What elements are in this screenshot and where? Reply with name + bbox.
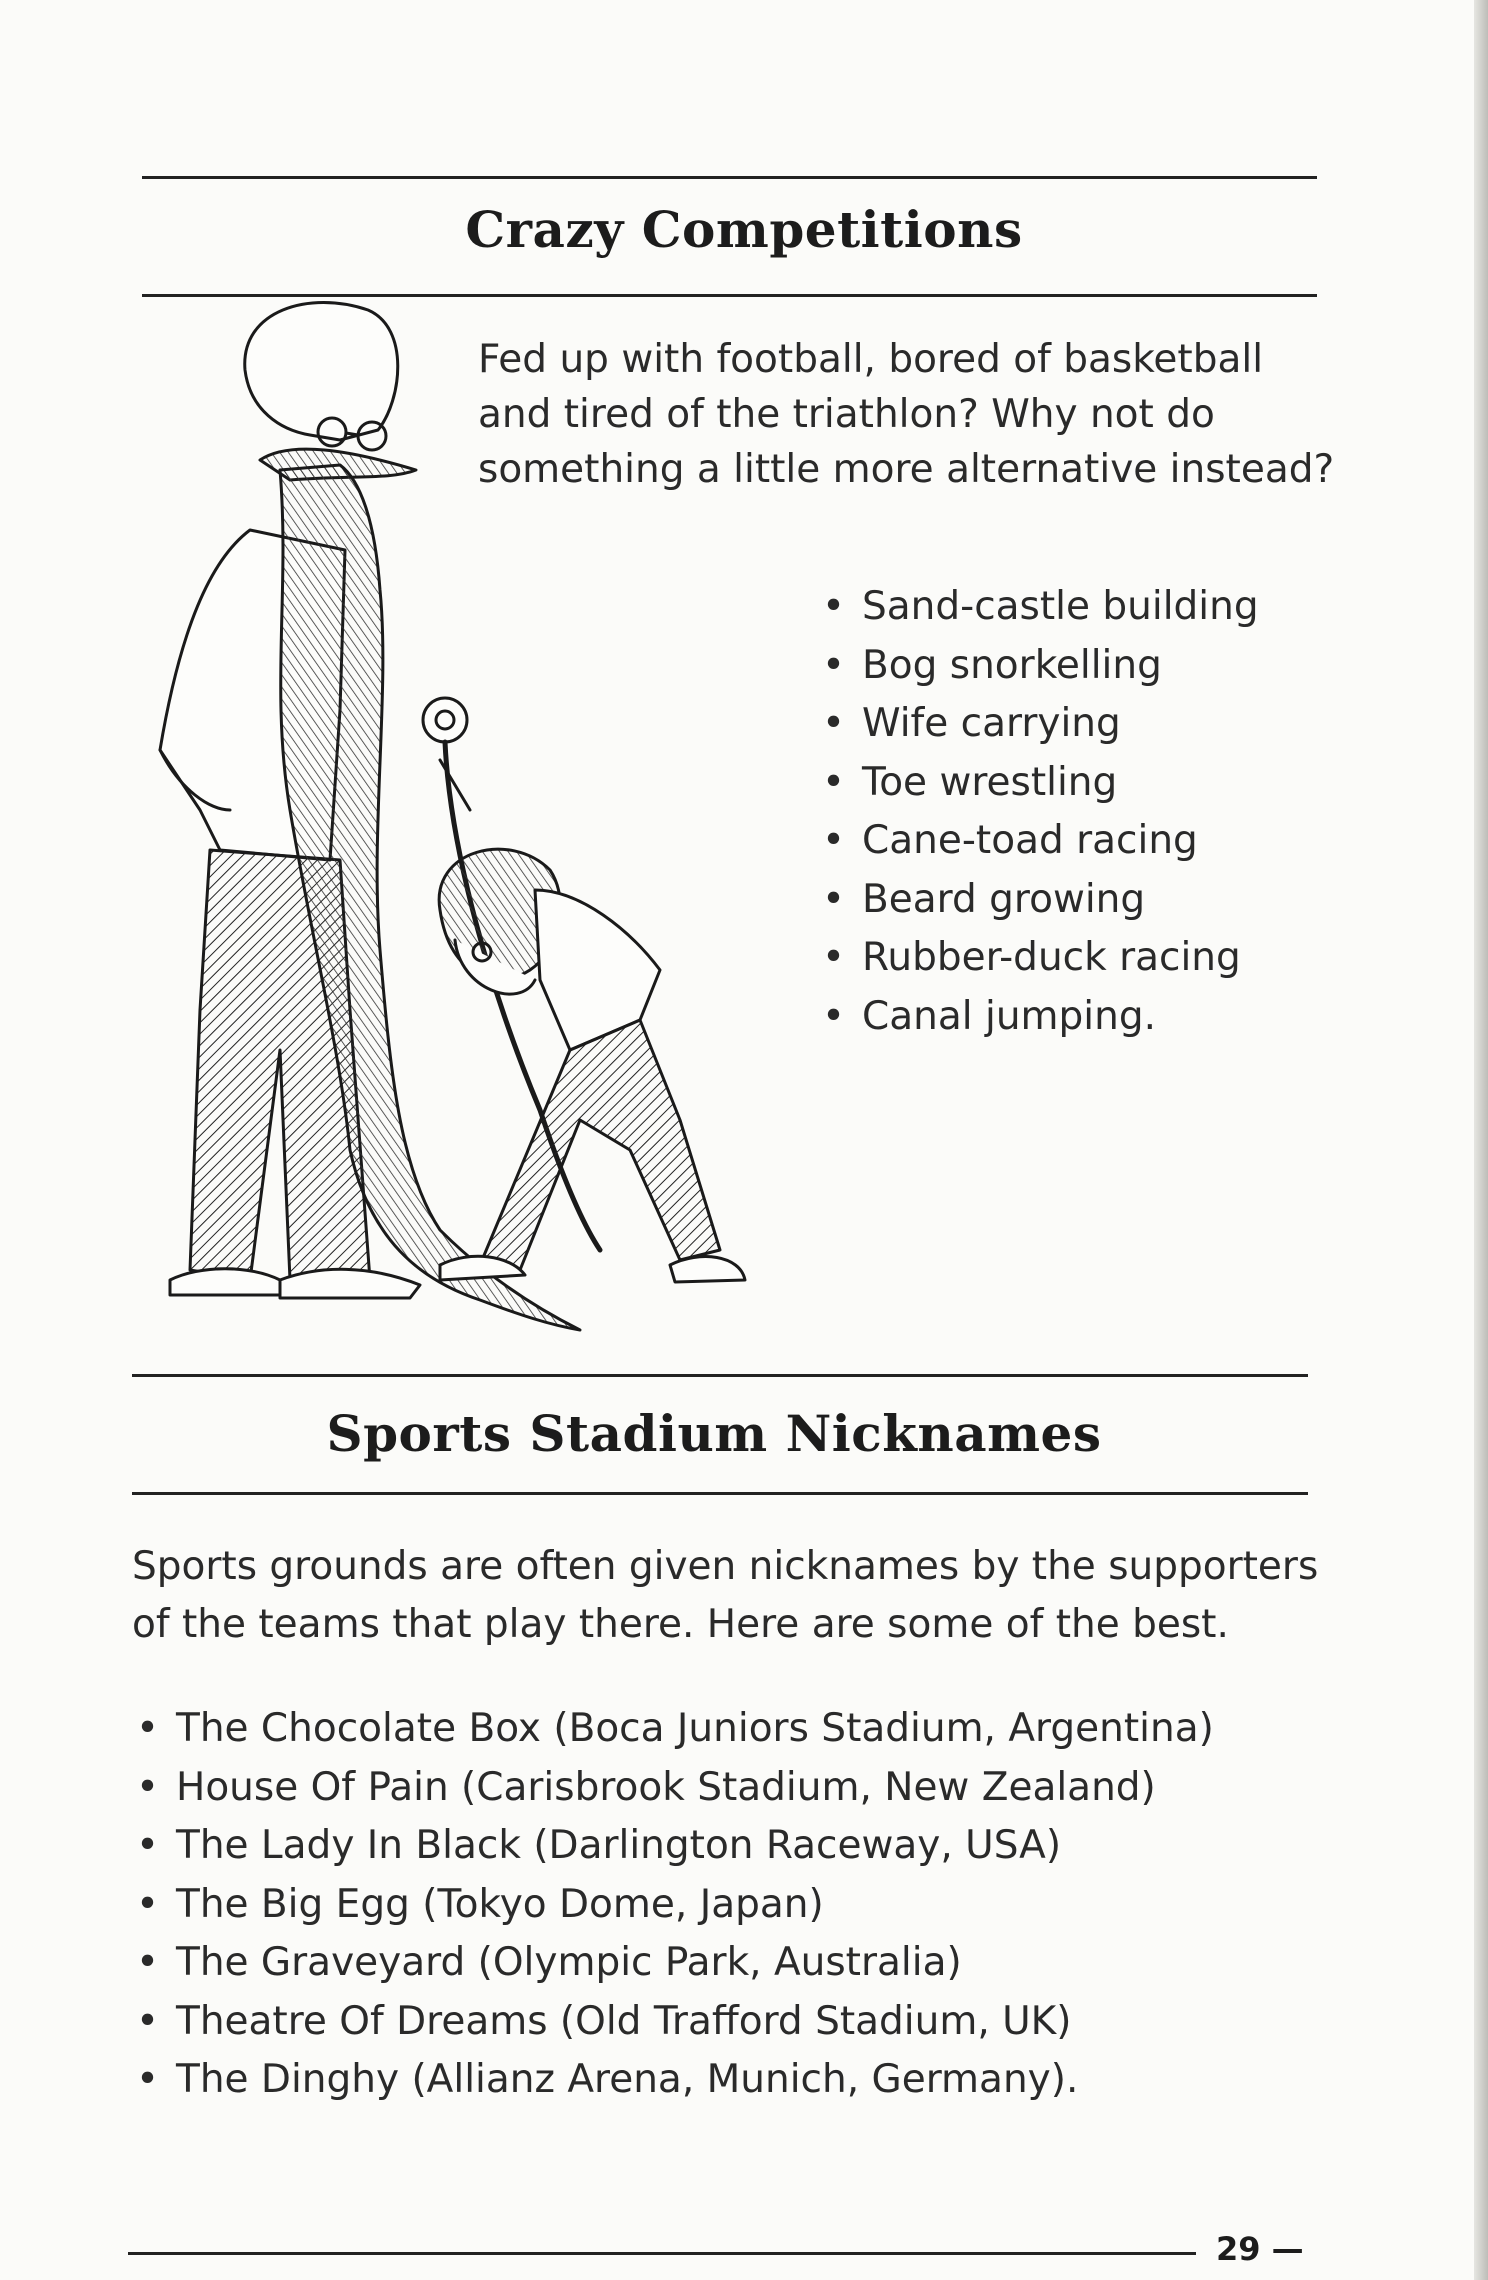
list-item: • Theatre Of Dreams (Old Trafford Stadium, UK) — [132, 1993, 1214, 2052]
list-item: • Canal jumping. — [818, 988, 1259, 1047]
section1-heading: Crazy Competitions — [465, 200, 1023, 259]
list-item: • Rubber-duck racing — [818, 929, 1259, 988]
page-edge-shadow — [1474, 0, 1488, 2280]
competitions-list — [818, 578, 1259, 1046]
list-item: • Wife carrying — [818, 695, 1259, 754]
list-item: • The Lady In Black (Darlington Raceway, USA) — [132, 1817, 1214, 1876]
list-item: • Beard growing — [818, 871, 1259, 930]
section1-intro: Fed up with football, bored of basketball and tired of the triathlon? Why not do something a little more alternative instead? — [478, 337, 1335, 492]
section2-heading: Sports Stadium Nicknames — [326, 1404, 1102, 1463]
list-item: • The Graveyard (Olympic Park, Australia) — [132, 1934, 1214, 1993]
section2-top-rule — [132, 1374, 1308, 1377]
beard-measuring-illustration — [140, 290, 900, 1370]
list-item: • The Chocolate Box (Boca Juniors Stadium, Argentina) — [132, 1700, 1214, 1759]
section1-top-rule — [142, 176, 1317, 179]
list-item: • The Dinghy (Allianz Arena, Munich, Germany). — [132, 2051, 1214, 2110]
list-item: • Bog snorkelling — [818, 637, 1259, 696]
stadium-nicknames-list — [132, 1700, 1214, 2110]
list-item: • Toe wrestling — [818, 754, 1259, 813]
list-item: • Sand-castle building — [818, 578, 1259, 637]
section2-bottom-rule — [132, 1492, 1308, 1495]
section2-intro: Sports grounds are often given nicknames by the supporters of the teams that play there. Here are some of the best. — [132, 1544, 1319, 1647]
footer-rule — [128, 2252, 1196, 2255]
list-item: • Cane-toad racing — [818, 812, 1259, 871]
page-number: 29 — — [1216, 2230, 1304, 2268]
list-item: • The Big Egg (Tokyo Dome, Japan) — [132, 1876, 1214, 1935]
list-item: • House Of Pain (Carisbrook Stadium, New Zealand) — [132, 1759, 1214, 1818]
